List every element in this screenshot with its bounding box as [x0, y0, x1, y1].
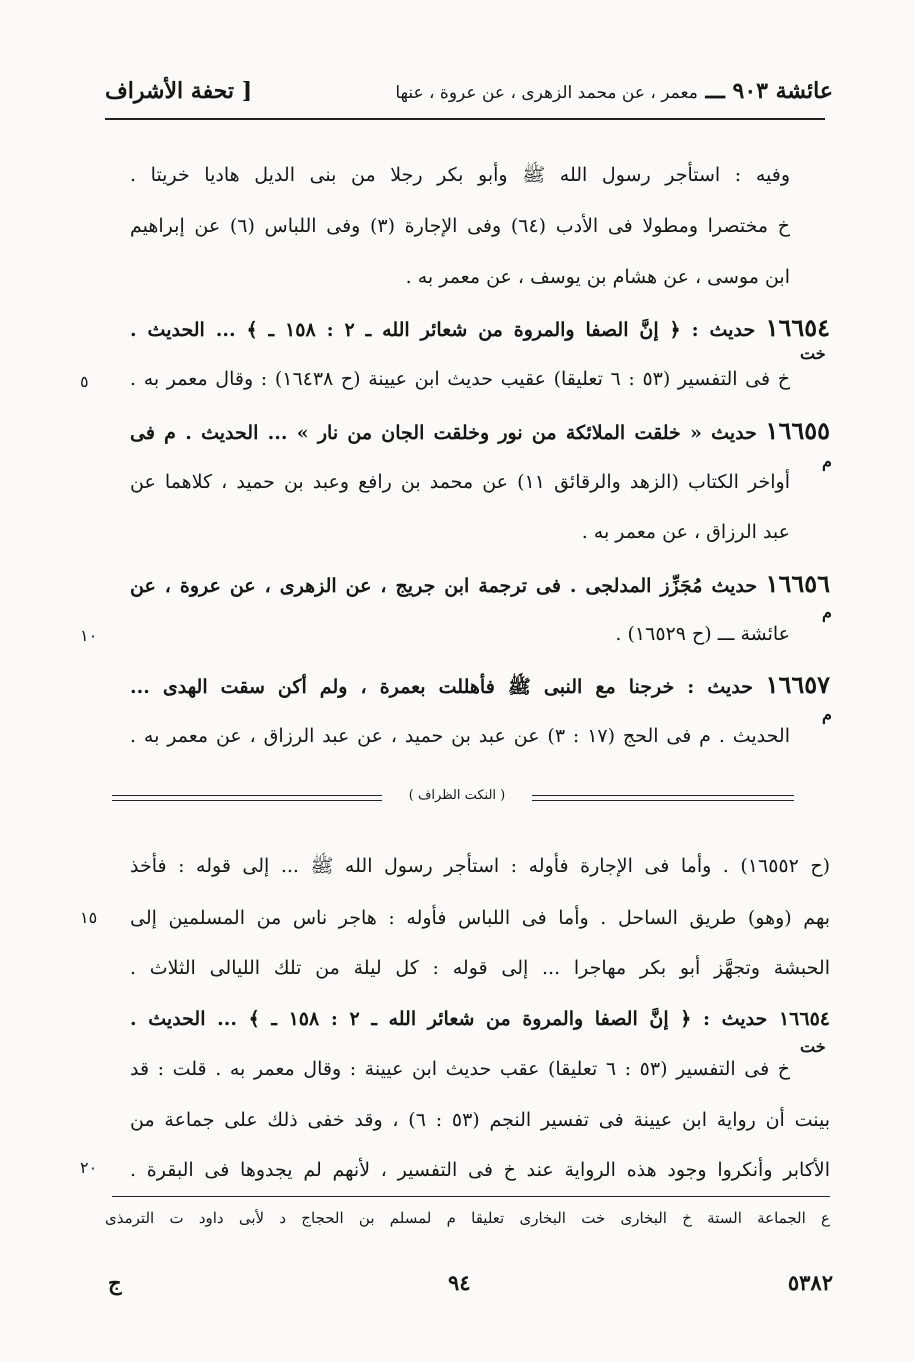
- header-chain: [395, 78, 833, 104]
- text-line: عائشة ـــ (ح ١٦٥٢٩) .: [615, 623, 790, 645]
- hadith-entry: [130, 569, 830, 601]
- margin-siglum: خت: [800, 344, 826, 363]
- abbreviation-legend: ع الجماعة الستة خ البخارى خت البخارى تعليقا م لمسلم بن الحجاج د لأبى داود ت الترمذى: [105, 1209, 830, 1227]
- hadith-entry: [130, 313, 830, 345]
- text-line: عبد الرزاق ، عن معمر به .: [581, 521, 790, 543]
- header-section: عائشة ٩٠٣ ـــ: [705, 78, 833, 104]
- hadith-entry: [130, 670, 830, 702]
- hadith-number: ١٦٦٥٤: [765, 313, 831, 342]
- note-line: خ فى التفسير (٥٣ : ٦ تعليقا) عقب حديث ابن عيينة : وقال معمر به . قلت : قد: [130, 1058, 790, 1080]
- text-line: أواخر الكتاب (الزهد والرقائق ١١) عن محمد بن رافع وعبد بن حميد ، كلاهما عن: [130, 471, 790, 493]
- line-number: ٢٠: [80, 1158, 98, 1177]
- note-line: بهم (وهو) طريق الساحل . وأما فى اللباس فأوله : هاجر ناس من المسلمين إلى: [130, 907, 830, 929]
- margin-siglum: م: [822, 452, 832, 471]
- note-line: ١٦٦٥٤ حديث : ﴿ إنَّ الصفا والمروة من شعائر الله ـ ٢ : ١٥٨ ـ ﴾ ... الحديث .: [130, 1008, 830, 1030]
- header-rule: [105, 118, 825, 120]
- volume-reference: ٥٣٨٢: [787, 1270, 833, 1295]
- book-title: [ تحفة الأشراف: [105, 78, 253, 104]
- text-line: ابن موسى ، عن هشام بن يوسف ، عن معمر به .: [405, 266, 790, 288]
- text-line: خ فى التفسير (٥٣ : ٦ تعليقا) عقيب حديث ابن عيينة (ح ١٦٤٣٨) : وقال معمر به .: [130, 368, 790, 390]
- text-line: الحديث . م فى الحج (١٧ : ٣) عن عبد بن حميد ، عن عبد الرزاق ، عن معمر به .: [130, 725, 790, 747]
- hadith-entry: [130, 416, 830, 448]
- footer-rule: [112, 1196, 830, 1197]
- divider-label: ( النكت الظراف ): [382, 788, 532, 803]
- text-line: وفيه : استأجر رسول الله ﷺ وأبو بكر رجلا من بنى الديل هاديا خريتا .: [130, 164, 790, 186]
- note-line: الحبشة وتجهَّز أبو بكر مهاجرا ... إلى قوله : كل ليلة من تلك الليالى الثلاث .: [130, 957, 830, 979]
- note-line: (ح ١٦٥٥٢) . وأما فى الإجارة فأوله : استأجر رسول الله ﷺ ... إلى قوله : فأخذ: [130, 855, 831, 877]
- signature-mark: ج: [108, 1270, 122, 1295]
- hadith-number: ١٦٦٥٥: [765, 416, 830, 445]
- line-number: ٥: [80, 372, 89, 391]
- hadith-number: ١٦٦٥٦: [765, 569, 831, 598]
- text-line: خ مختصرا ومطولا فى الأدب (٦٤) وفى الإجارة (٣) وفى اللباس (٦) عن إبراهيم: [130, 215, 790, 237]
- margin-siglum: م: [822, 603, 832, 622]
- margin-siglum: م: [822, 705, 832, 724]
- hadith-text: حديث : خرجنا مع النبى ﷺ فأهللت بعمرة ، ولم أكن سقت الهدى ...: [130, 676, 754, 698]
- hadith-text: حديث مُجَزِّز المدلجى . فى ترجمة ابن جريج ، عن الزهرى ، عن عروة ، عن: [130, 575, 758, 597]
- hadith-number: ١٦٦٥٧: [765, 670, 831, 699]
- note-line: بينت أن رواية ابن عيينة فى تفسير النجم (٥٣ : ٦) ، وقد خفى ذلك على جماعة من: [130, 1109, 831, 1131]
- line-number: ١٥: [80, 908, 98, 927]
- running-header: [105, 78, 833, 112]
- note-line: الأكابر وأنكروا وجود هذه الرواية عند خ فى التفسير ، لأنهم لم يجدوها فى البقرة .: [130, 1159, 830, 1181]
- hadith-text: حديث : ﴿ إنَّ الصفا والمروة من شعائر الله ـ ٢ : ١٥٨ ـ ﴾ ... الحديث .: [130, 319, 756, 341]
- hadith-text: حديث « خلقت الملائكة من نور وخلقت الجان من نار » ... الحديث . م فى: [130, 422, 757, 444]
- line-number: ١٠: [80, 626, 98, 645]
- header-isnad: معمر ، عن محمد الزهرى ، عن عروة ، عنها: [395, 83, 698, 103]
- page-number: ٩٤: [448, 1270, 471, 1295]
- margin-siglum: خت: [800, 1037, 826, 1056]
